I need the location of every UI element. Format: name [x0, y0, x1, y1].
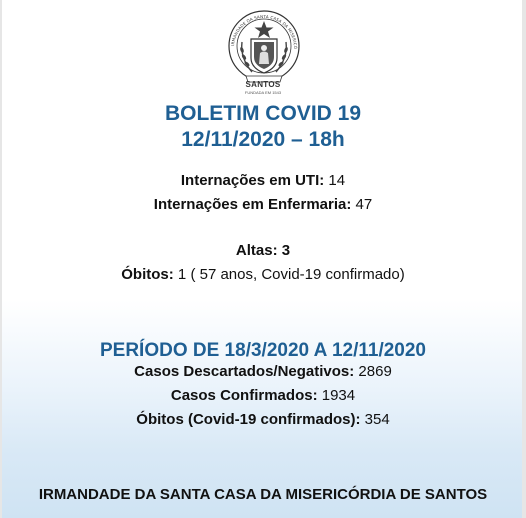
altas-label: Altas: 3: [235, 242, 291, 259]
descartados-value: 2869: [354, 363, 392, 380]
descartados-line: [0, 363, 526, 381]
period-obitos-line: [0, 411, 526, 429]
enfermaria-label: Internações em Enfermaria:: [153, 196, 352, 213]
period-heading: PERÍODO DE 18/3/2020 A 12/11/2020: [99, 340, 426, 361]
uti-line: [0, 172, 526, 190]
svg-text:IRMANDADE DA SANTA CASA DA MIS: IRMANDADE DA SANTA CASA DA MISERICÓ: [230, 13, 299, 50]
enfermaria-line: [0, 196, 526, 214]
altas-line: [0, 242, 526, 260]
bulletin-date: 12/11/2020 – 18h: [181, 128, 345, 151]
confirmados-value: 1934: [317, 387, 356, 404]
period-obitos-label: Óbitos (Covid-19 confirmados):: [136, 411, 361, 428]
period-obitos-value: 354: [360, 411, 390, 428]
enfermaria-value: 47: [351, 196, 373, 213]
obitos-label: Óbitos:: [121, 266, 174, 283]
obitos-line: [0, 266, 526, 284]
obitos-value: 1 ( 57 anos, Covid-19 confirmado): [173, 266, 405, 283]
confirmados-label: Casos Confirmados:: [170, 387, 318, 404]
descartados-label: Casos Descartados/Negativos:: [134, 363, 355, 380]
confirmados-line: [0, 387, 526, 405]
bulletin-title: BOLETIM COVID 19: [164, 102, 362, 125]
logo-city-text: SANTOS: [245, 80, 281, 89]
uti-label: Internações em UTI:: [180, 172, 325, 189]
logo-founded-text: FUNDADA EM 1543: [244, 90, 282, 95]
institution-footer: IRMANDADE DA SANTA CASA DA MISERICÓRDIA DE SANTOS: [38, 486, 488, 503]
uti-value: 14: [324, 172, 346, 189]
